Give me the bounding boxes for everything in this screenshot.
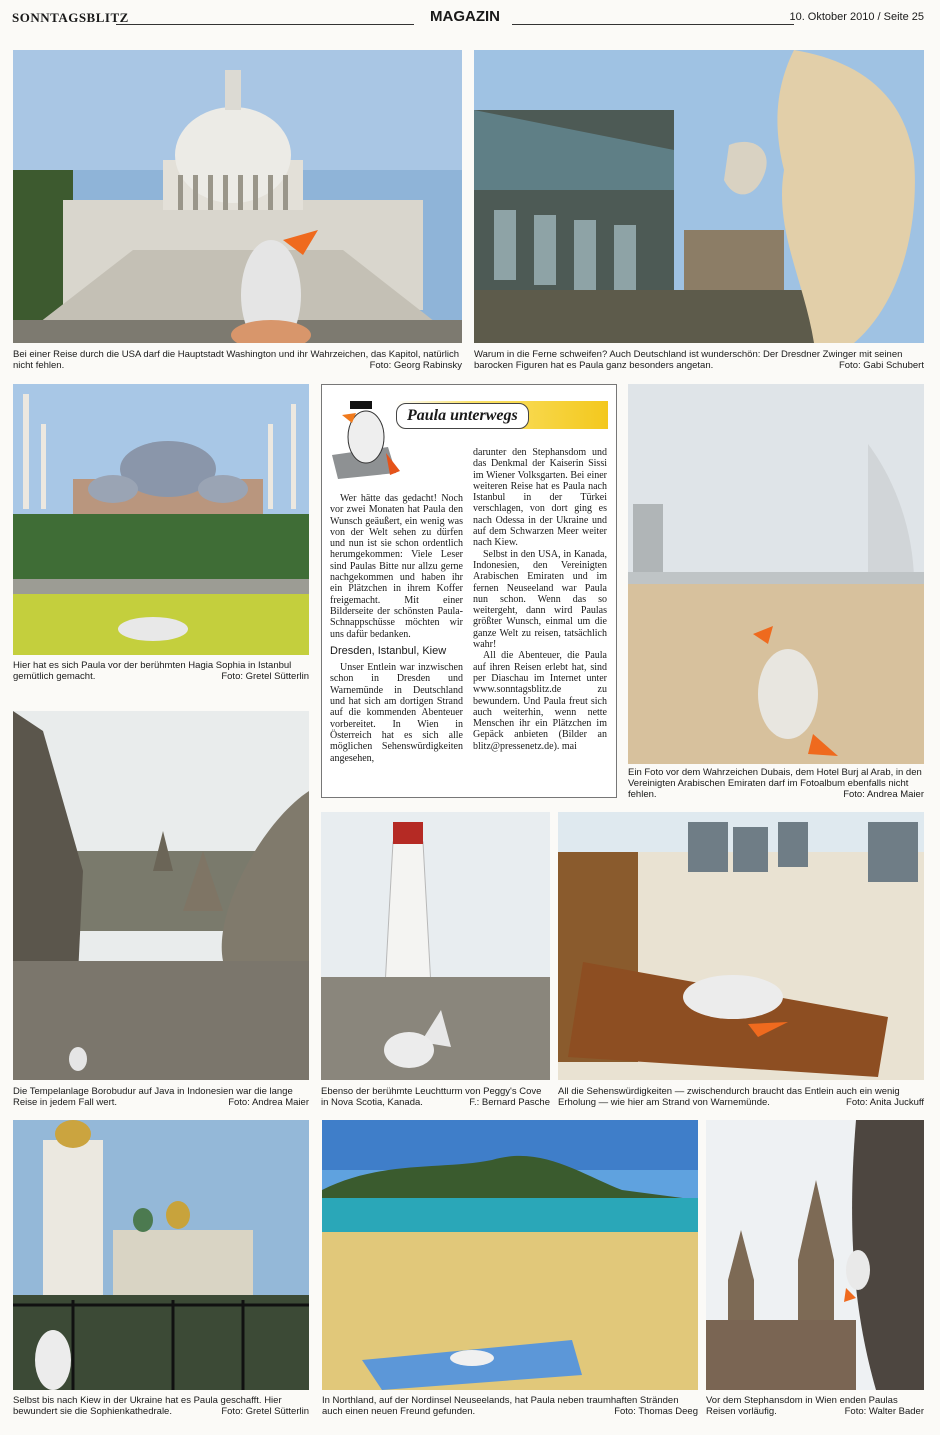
article-title-banner (396, 401, 608, 429)
photo-credit: Foto: Andrea Maier (228, 1097, 309, 1108)
article-paragraph: darunter den Stephansdom und das Denkmal der Kaiserin Sissi im Wiener Volksgarten. Bei einer weiteren Reise hat es Paula nach Istanbul in der Türkei verschlagen, von dort ging es nach Odessa in der Ukraine und auf dem Schwarzen Meer weiter nach Kiew. (473, 447, 607, 549)
article-title: Paula unterwegs (396, 403, 529, 429)
article-subhead: Dresden, Istanbul, Kiew (330, 644, 447, 657)
photo-credit: Foto: Gretel Sütterlin (221, 1406, 309, 1417)
photo-credit: Foto: Anita Juckuff (846, 1097, 924, 1108)
photo-warnemuende-beach (558, 812, 924, 1080)
date-and-page: 10. Oktober 2010 / Seite 25 (789, 11, 924, 23)
header-rule-right (512, 24, 794, 25)
article-box (321, 384, 617, 798)
caption-text: Ein Foto vor dem Wahrzeichen Dubais, dem Hotel Burj al Arab, in den Vereinigten Arabischen Emiraten darf im Fotoalbum ebenfalls nicht fehlen. (628, 767, 922, 800)
photo-wien-stephansdom (706, 1120, 924, 1390)
caption-lighthouse (321, 1086, 550, 1108)
caption-capitol (13, 349, 462, 371)
caption-text: Vor dem Stephansdom in Wien enden Paulas Reisen vorläufig. (706, 1395, 898, 1417)
photo-dubai-burj-al-arab (628, 384, 924, 764)
caption-dresden-zwinger (474, 349, 924, 371)
newspaper-name: SONNTAGSBLITZ (12, 10, 129, 25)
caption-warnemuende (558, 1086, 924, 1108)
caption-text: Hier hat es sich Paula vor der berühmten Hagia Sophia in Istanbul gemütlich gemacht. (13, 660, 292, 682)
photo-credit: Foto: Georg Rabinsky (369, 360, 462, 371)
paula-duck-mascot (330, 393, 406, 485)
caption-dubai (628, 767, 924, 800)
photo-peggys-cove-lighthouse (321, 812, 550, 1080)
caption-text: Selbst bis nach Kiew in der Ukraine hat es Paula geschafft. Hier bewundert sie die Sophienkathedrale. (13, 1395, 282, 1417)
photo-dresden-zwinger (474, 50, 924, 343)
caption-hagia-sophia (13, 660, 309, 682)
article-paragraph: All die Abenteuer, die Paula auf ihren Reisen erlebt hat, sind per Diaschau im Internet unter www.sonntagsblitz.de zu bewundern. Und Paula freut sich auch weiterhin, wenn nette Menschen ihr ein Plätzchen im Gepäck anbieten (Bilder an blitz@pressenetz.de). mai (473, 650, 607, 752)
article-column-left (330, 493, 463, 764)
header-rule-left (116, 24, 414, 25)
caption-borobudur (13, 1086, 309, 1108)
caption-text: Ebenso der berühmte Leuchtturm von Peggy's Cove in Nova Scotia, Kanada. (321, 1086, 542, 1108)
photo-kiew-sophienkathedrale (13, 1120, 309, 1390)
photo-credit: F.: Bernard Pasche (469, 1097, 550, 1108)
caption-text: In Northland, auf der Nordinsel Neuseelands, hat Paula neben traumhaften Stränden auch einen neuen Freund gefunden. (322, 1395, 679, 1417)
article-column-right (473, 447, 607, 752)
photo-credit: Foto: Andrea Maier (843, 789, 924, 800)
caption-text: Die Tempelanlage Borobudur auf Java in Indonesien war die lange Reise in jedem Fall wert. (13, 1086, 293, 1108)
photo-hagia-sophia (13, 384, 309, 655)
photo-credit: Foto: Walter Bader (844, 1406, 924, 1417)
caption-text: All die Sehenswürdigkeiten — zwischendurch braucht das Entlein auch ein wenig Erholung — wie hier am Strand von Warnemünde. (558, 1086, 900, 1108)
caption-text: Warum in die Ferne schweifen? Auch Deutschland ist wunderschön: Der Dresdner Zwinger mit seinen barocken Figuren hat es Paula ganz besonders angetan. (474, 349, 903, 371)
caption-kiew (13, 1395, 309, 1417)
photo-credit: Foto: Gabi Schubert (838, 360, 924, 371)
photo-borobudur (13, 711, 309, 1080)
photo-capitol (13, 50, 462, 343)
article-paragraph: Selbst in den USA, in Kanada, Indonesien, den Vereinigten Arabischen Emiraten und im fernen Neuseeland war Paula nun schon. Wenn das so weitergeht, dann wird Paulas größter Wunsch, einmal um die ganze Welt zu reisen, tatsächlich wahr! (473, 548, 607, 651)
caption-text: Bei einer Reise durch die USA darf die Hauptstadt Washington und ihr Wahrzeichen, das Kapitol, natürlich nicht fehlen. (13, 349, 460, 371)
page-header (12, 10, 924, 30)
section-title: MAGAZIN (430, 8, 500, 25)
caption-stephansdom (706, 1395, 924, 1417)
article-paragraph: Unser Entlein war inzwischen schon in Dresden und Warnemünde in Deutschland und hat sich am dortigen Strand auf die kommenden Abenteuer vorbereitet. In Wien in Österreich hat es sich alle möglichen Sehenswürdigkeiten angesehen, (330, 662, 463, 764)
photo-credit: Foto: Thomas Deeg (614, 1406, 698, 1417)
caption-northland (322, 1395, 698, 1417)
article-paragraph: Wer hätte das gedacht! Noch vor zwei Monaten hat Paula den Wunsch geäußert, ein wenig was von der Welt sehen zu dürfen und nun ist sie schon ordentlich herumgekommen: Viele Leser sind Paulas Bitte nur allzu gerne nachgekommen und haben ihr ein Plätzchen in ihrem Koffer freigemacht. Mit einer Bilderseite der schönsten Paula-Schnappschüsse möchten wir uns dafür bedanken. (330, 493, 463, 640)
photo-northland-beach (322, 1120, 698, 1390)
photo-credit: Foto: Gretel Sütterlin (221, 671, 309, 682)
